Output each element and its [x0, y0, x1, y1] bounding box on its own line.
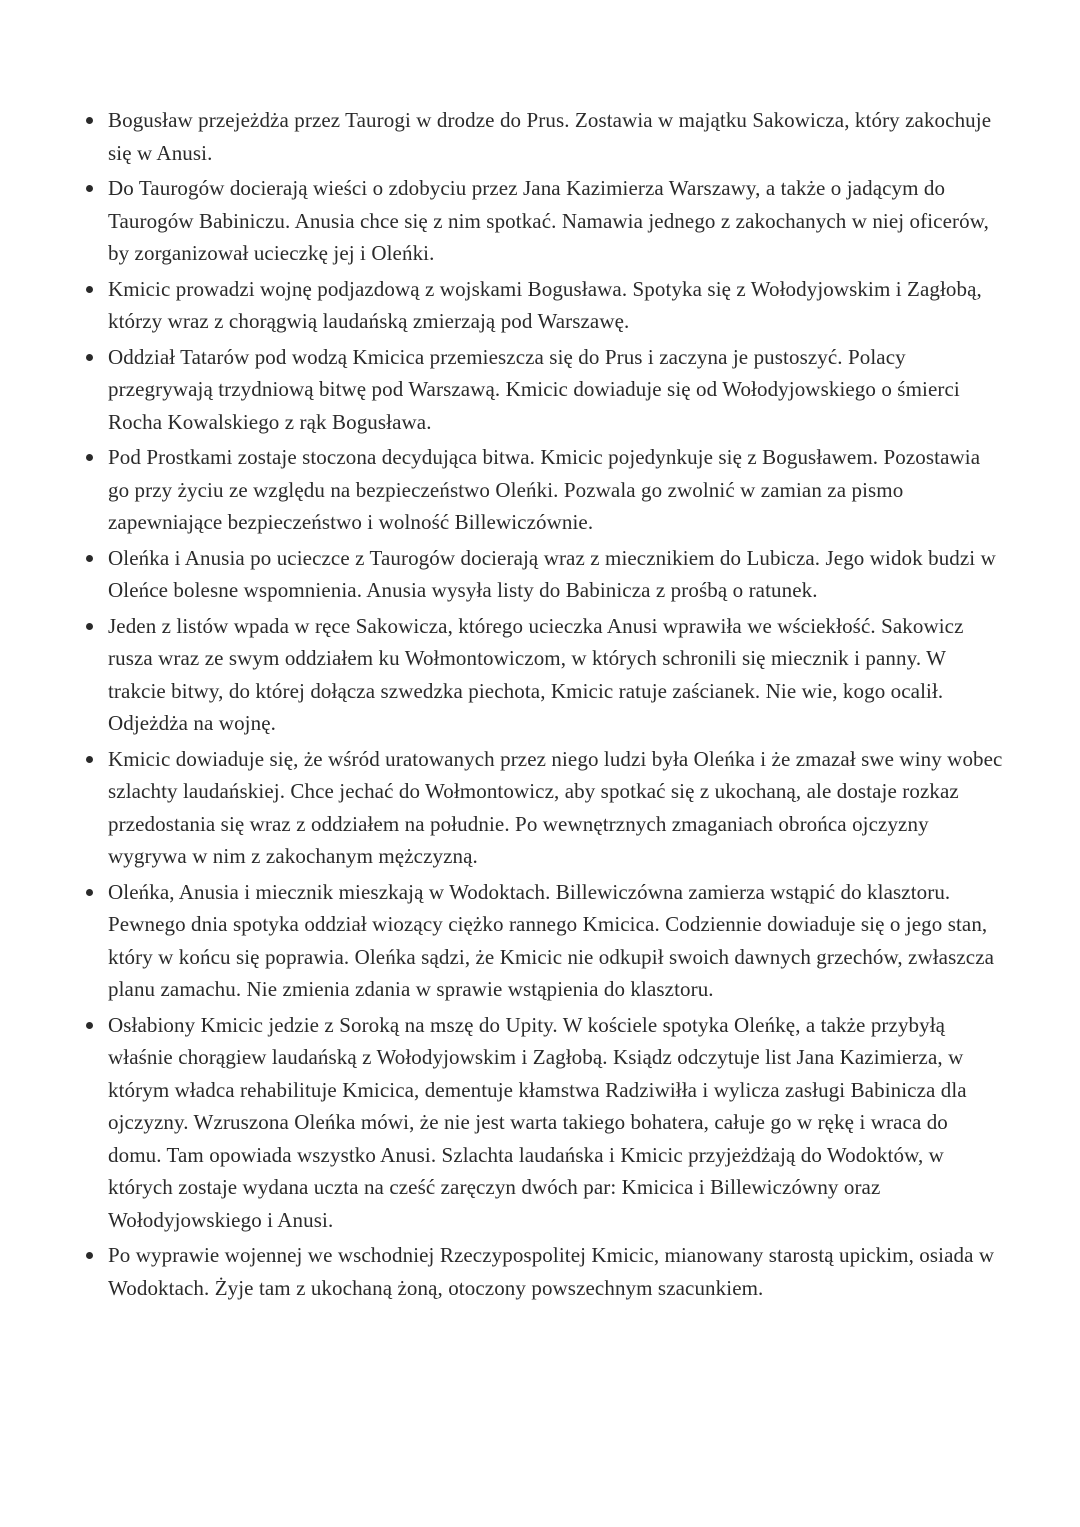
- list-item: Kmicic dowiaduje się, że wśród uratowanych przez niego ludzi była Oleńka i że zmazał swe winy wobec szlachty laudańskiej. Chce jechać do Wołmontowicz, aby spotkać się z ukochaną, ale dostaje rozkaz przedostania się wraz z oddziałem na południe. Po wewnętrznych zmaganiach obrońca ojczyzny wygrywa w nim z zakochanym mężczyzną.: [84, 743, 1006, 873]
- plot-summary-list: [84, 104, 1006, 1304]
- list-item: Jeden z listów wpada w ręce Sakowicza, którego ucieczka Anusi wprawiła we wściekłość. Sakowicz rusza wraz ze swym oddziałem ku Wołmontowiczom, w których schronili się miecznik i panny. W trakcie bitwy, do której dołącza szwedzka piechota, Kmicic ratuje zaścianek. Nie wie, kogo ocalił. Odjeżdża na wojnę.: [84, 610, 1006, 740]
- list-item: Oleńka, Anusia i miecznik mieszkają w Wodoktach. Billewiczówna zamierza wstąpić do klasztoru. Pewnego dnia spotyka oddział wiozący ciężko rannego Kmicica. Codziennie dowiaduje się o jego stan, który w końcu się poprawia. Oleńka sądzi, że Kmicic nie odkupił swoich dawnych grzechów, zwłaszcza planu zamachu. Nie zmienia zdania w sprawie wstąpienia do klasztoru.: [84, 876, 1006, 1006]
- list-item: Oddział Tatarów pod wodzą Kmicica przemieszcza się do Prus i zaczyna je pustoszyć. Polacy przegrywają trzydniową bitwę pod Warszawą. Kmicic dowiaduje się od Wołodyjowskiego o śmierci Rocha Kowalskiego z rąk Bogusława.: [84, 341, 1006, 439]
- list-item: Osłabiony Kmicic jedzie z Soroką na mszę do Upity. W kościele spotyka Oleńkę, a także przybyłą właśnie chorągiew laudańską z Wołodyjowskim i Zagłobą. Ksiądz odczytuje list Jana Kazimierza, w którym władca rehabilituje Kmicica, dementuje kłamstwa Radziwiłła i wylicza zasługi Babinicza dla ojczyzny. Wzruszona Oleńka mówi, że nie jest warta takiego bohatera, całuje go w rękę i wraca do domu. Tam opowiada wszystko Anusi. Szlachta laudańska i Kmicic przyjeżdżają do Wodoktów, w których zostaje wydana uczta na cześć zaręczyn dwóch par: Kmicica i Billewiczówny oraz Wołodyjowskiego i Anusi.: [84, 1009, 1006, 1237]
- list-item: Po wyprawie wojennej we wschodniej Rzeczypospolitej Kmicic, mianowany starostą upickim, osiada w Wodoktach. Żyje tam z ukochaną żoną, otoczony powszechnym szacunkiem.: [84, 1239, 1006, 1304]
- list-item: Kmicic prowadzi wojnę podjazdową z wojskami Bogusława. Spotyka się z Wołodyjowskim i Zagłobą, którzy wraz z chorągwią laudańską zmierzają pod Warszawę.: [84, 273, 1006, 338]
- list-item: Bogusław przejeżdża przez Taurogi w drodze do Prus. Zostawia w majątku Sakowicza, który zakochuje się w Anusi.: [84, 104, 1006, 169]
- list-item: Pod Prostkami zostaje stoczona decydująca bitwa. Kmicic pojedynkuje się z Bogusławem. Pozostawia go przy życiu ze względu na bezpieczeństwo Oleńki. Pozwala go zwolnić w zamian za pismo zapewniające bezpieczeństwo i wolność Billewiczównie.: [84, 441, 1006, 539]
- list-item: Do Taurogów docierają wieści o zdobyciu przez Jana Kazimierza Warszawy, a także o jadącym do Taurogów Babiniczu. Anusia chce się z nim spotkać. Namawia jednego z zakochanych w niej oficerów, by zorganizował ucieczkę jej i Oleńki.: [84, 172, 1006, 270]
- list-item: Oleńka i Anusia po ucieczce z Taurogów docierają wraz z miecznikiem do Lubicza. Jego widok budzi w Oleńce bolesne wspomnienia. Anusia wysyła listy do Babinicza z prośbą o ratunek.: [84, 542, 1006, 607]
